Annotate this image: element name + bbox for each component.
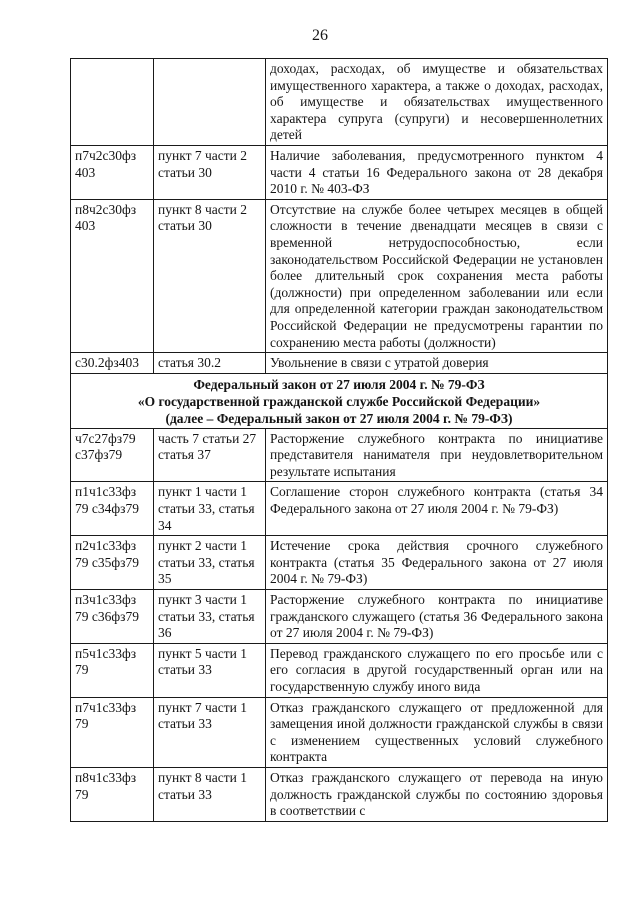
code-cell: [71, 59, 154, 146]
description-cell: Наличие заболевания, предусмотренного пунктом 4 части 4 статьи 16 Федерального закона от 28 декабря 2010 г. № 403-ФЗ: [266, 145, 608, 199]
table-row: [71, 353, 608, 374]
code-cell: с30.2фз403: [71, 353, 154, 374]
reference-cell: пункт 3 части 1 статьи 33, статья 36: [154, 590, 266, 644]
description-cell: Отказ гражданского служащего от предложенной для замещения иной должности гражданской службы в связи с изменением существенных условий служебного контракта: [266, 697, 608, 767]
table-row: [71, 643, 608, 697]
description-cell: Отсутствие на службе более четырех месяцев в общей сложности в течение двенадцати месяцев в связи с временной нетрудоспособностью, если законодательством Российской Федерации не установлен более длительный срок сохранения места работы (должности) при определенном заболевании или если для определенной категории граждан законодательством Российской Федерации не предусмотрены гарантии по сохранению места работы (должности): [266, 199, 608, 352]
code-cell: п2ч1с33фз 79 с35фз79: [71, 536, 154, 590]
section-header: [71, 373, 608, 428]
description-cell: Перевод гражданского служащего по его просьбе или с его согласия в другой государственный орган или на государственную службу иного вида: [266, 643, 608, 697]
table-row: [71, 482, 608, 536]
reference-cell: пункт 1 части 1 статьи 33, статья 34: [154, 482, 266, 536]
reference-cell: пункт 8 части 2 статьи 30: [154, 199, 266, 352]
dismissal-grounds-table: [70, 58, 608, 822]
reference-cell: часть 7 статьи 27 статья 37: [154, 428, 266, 482]
reference-cell: статья 30.2: [154, 353, 266, 374]
code-cell: ч7с27фз79 с37фз79: [71, 428, 154, 482]
code-cell: п8ч1с33фз 79: [71, 767, 154, 821]
reference-cell: пункт 2 части 1 статьи 33, статья 35: [154, 536, 266, 590]
table-row: [71, 428, 608, 482]
description-cell: Отказ гражданского служащего от перевода на иную должность гражданской службы по состоянию здоровья в соответствии с: [266, 767, 608, 821]
section-header-line: «О государственной гражданской службе Российской Федерации»: [137, 393, 541, 409]
code-cell: п7ч2с30фз 403: [71, 145, 154, 199]
table-row: [71, 536, 608, 590]
section-header-line: (далее – Федеральный закон от 27 июля 2004 г. № 79-ФЗ): [165, 410, 513, 426]
code-cell: п7ч1с33фз 79: [71, 697, 154, 767]
description-cell: Расторжение служебного контракта по инициативе представителя нанимателя при неудовлетворительном результате испытания: [266, 428, 608, 482]
description-cell: Расторжение служебного контракта по инициативе гражданского служащего (статья 36 Федерального закона от 27 июля 2004 г. № 79-ФЗ): [266, 590, 608, 644]
table-row: [71, 199, 608, 352]
table-row: [71, 697, 608, 767]
table-row: [71, 145, 608, 199]
page-number: 26: [312, 27, 328, 44]
reference-cell: пункт 5 части 1 статьи 33: [154, 643, 266, 697]
description-cell: доходах, расходах, об имуществе и обязательствах имущественного характера, а также о доходах, расходах, об имуществе и обязательствах имущественного характера супруга (супруги) и несовершеннолетних детей: [266, 59, 608, 146]
section-header-row: [71, 373, 608, 428]
code-cell: п1ч1с33фз 79 с34фз79: [71, 482, 154, 536]
reference-cell: пункт 7 части 1 статьи 33: [154, 697, 266, 767]
table-row: [71, 590, 608, 644]
code-cell: п5ч1с33фз 79: [71, 643, 154, 697]
code-cell: п8ч2с30фз 403: [71, 199, 154, 352]
reference-cell: пункт 7 части 2 статьи 30: [154, 145, 266, 199]
table-row: [71, 59, 608, 146]
description-cell: Истечение срока действия срочного служебного контракта (статья 35 Федерального закона от 27 июля 2004 г. № 79-ФЗ): [266, 536, 608, 590]
code-cell: п3ч1с33фз 79 с36фз79: [71, 590, 154, 644]
description-cell: Увольнение в связи с утратой доверия: [266, 353, 608, 374]
reference-cell: пункт 8 части 1 статьи 33: [154, 767, 266, 821]
section-header-line: Федеральный закон от 27 июля 2004 г. № 79-ФЗ: [193, 376, 485, 392]
description-cell: Соглашение сторон служебного контракта (статья 34 Федерального закона от 27 июля 2004 г. № 79-ФЗ): [266, 482, 608, 536]
table-row: [71, 767, 608, 821]
reference-cell: [154, 59, 266, 146]
